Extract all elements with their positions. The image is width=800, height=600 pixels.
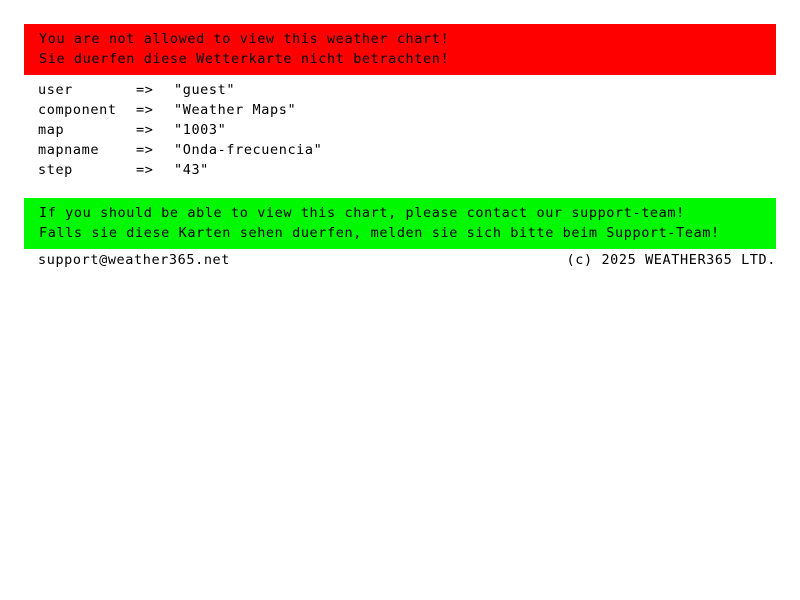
parameter-key: mapname (38, 142, 100, 158)
error-message-en: You are not allowed to view this weather chart! (39, 31, 450, 47)
parameter-list (38, 80, 738, 180)
copyright-notice: (c) 2025 WEATHER365 LTD. (566, 252, 776, 268)
support-email-link[interactable]: support@weather365.net (38, 252, 231, 268)
error-banner (24, 24, 776, 75)
parameter-row (38, 120, 738, 140)
parameter-value: "1003" (174, 122, 227, 138)
parameter-value: "guest" (174, 82, 236, 98)
parameter-value: "Onda-frecuencia" (174, 142, 323, 158)
parameter-row (38, 100, 738, 120)
parameter-key: map (38, 122, 65, 138)
parameter-arrow: => (136, 102, 154, 118)
info-message-de: Falls sie diese Karten sehen duerfen, melden sie sich bitte beim Support-Team! (39, 225, 720, 241)
info-banner (24, 198, 776, 249)
parameter-arrow: => (136, 82, 154, 98)
parameter-key: component (38, 102, 117, 118)
parameter-key: step (38, 162, 73, 178)
error-message-de: Sie duerfen diese Wetterkarte nicht betrachten! (39, 51, 450, 67)
parameter-row (38, 80, 738, 100)
page-footer (38, 250, 776, 270)
parameter-row (38, 140, 738, 160)
parameter-arrow: => (136, 162, 154, 178)
parameter-value: "43" (174, 162, 209, 178)
parameter-arrow: => (136, 142, 154, 158)
parameter-value: "Weather Maps" (174, 102, 297, 118)
parameter-key: user (38, 82, 73, 98)
parameter-arrow: => (136, 122, 154, 138)
parameter-row (38, 160, 738, 180)
info-message-en: If you should be able to view this chart, please contact our support-team! (39, 205, 685, 221)
